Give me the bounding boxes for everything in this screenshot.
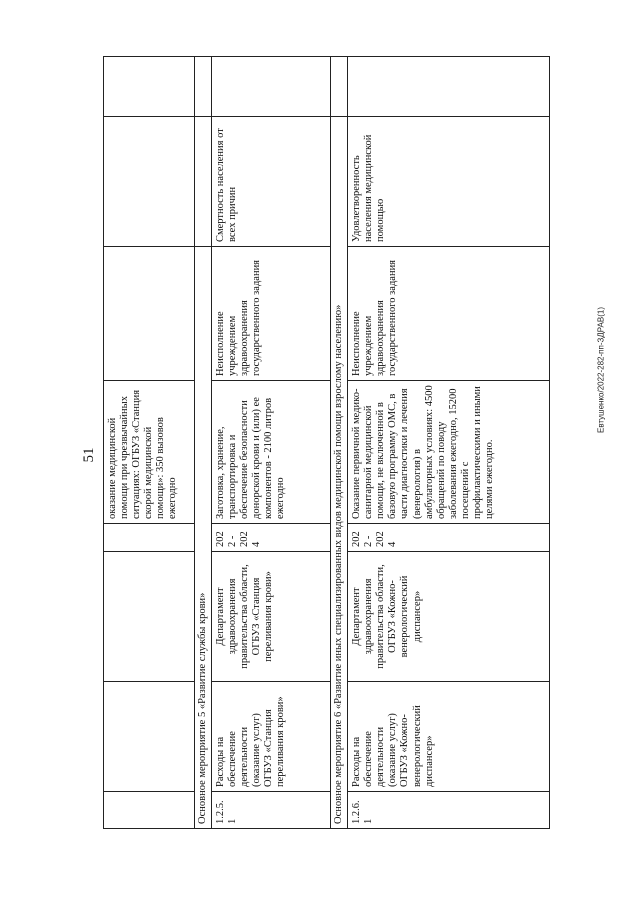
table-row	[104, 57, 195, 829]
cell-period	[104, 524, 195, 552]
cell-indicator	[104, 117, 195, 247]
program-measures-table	[103, 56, 550, 829]
cell-result: оказание медицинской помощи при чрезвычайных ситуациях: ОГБУЗ «Станция скорой медицинской помощи»: 350 вызовов ежегодно	[104, 381, 195, 524]
cell-extra	[104, 57, 195, 117]
cell-consequence: Неисполнение учреждением здравоохранения государственного задания	[211, 247, 330, 381]
cell-executor: Департамент здравоохранения правительства области, ОГБУЗ «Станция переливания крови»	[211, 552, 330, 682]
rotated-table-frame	[103, 57, 550, 829]
section-title-5: Основное мероприятие 5 «Развитие службы крови»	[194, 247, 211, 829]
cell-name: Расходы на обеспечение деятельности (оказание услуг) ОГБУЗ «Кожно-венерологический диспансер»	[348, 682, 550, 792]
cell-result: Заготовка, хранение, транспортировка и обеспечение безопасности донорской крови и (или) ее компонентов - 2100 литров ежегодно	[211, 381, 330, 524]
section-spacer	[331, 57, 348, 117]
section-title-6: Основное мероприятие 6 «Развитие иных специализированных видов медицинской помощи взрослому населению»	[331, 117, 348, 829]
table-row	[348, 57, 550, 829]
cell-num	[104, 792, 195, 829]
page-number: 51	[81, 447, 97, 463]
cell-name	[104, 682, 195, 792]
section-row	[194, 57, 211, 829]
cell-extra	[348, 57, 550, 117]
section-spacer	[194, 57, 211, 117]
cell-executor	[104, 552, 195, 682]
table-row	[211, 57, 330, 829]
table-rotation	[103, 57, 550, 829]
cell-period: 2022 - 2024	[348, 524, 550, 552]
document-code: Евтушенко/2022-282-пп-ЗДРАВ(1)	[596, 306, 606, 434]
cell-consequence	[104, 247, 195, 381]
cell-consequence: Неисполнение учреждением здравоохранения государственного задания	[348, 247, 550, 381]
cell-period: 2022 - 2024	[211, 524, 330, 552]
section-spacer	[194, 117, 211, 247]
cell-result: Оказание первичной медико-санитарной медицинской помощи, не включенной в базовую программу ОМС, в части диагностики и лечения (венерология) в амбулаторных условиях: 4500 обращений по поводу заболевания ежегодно, 15200 посещений с профилактическими и иными целями ежегодно.	[348, 381, 550, 524]
cell-executor: Департамент здравоохранения правительства области, ОГБУЗ «Кожно-венерологический диспансер»	[348, 552, 550, 682]
cell-num: 1.2.6.1	[348, 792, 550, 829]
cell-indicator: Смертность населения от всех причин	[211, 117, 330, 247]
section-row	[331, 57, 348, 829]
cell-num: 1.2.5.1	[211, 792, 330, 829]
cell-indicator: Удовлетворенность населения медицинской помощью	[348, 117, 550, 247]
cell-extra	[211, 57, 330, 117]
cell-name: Расходы на обеспечение деятельности (оказание услуг) ОГБУЗ «Станция переливания крови»	[211, 682, 330, 792]
